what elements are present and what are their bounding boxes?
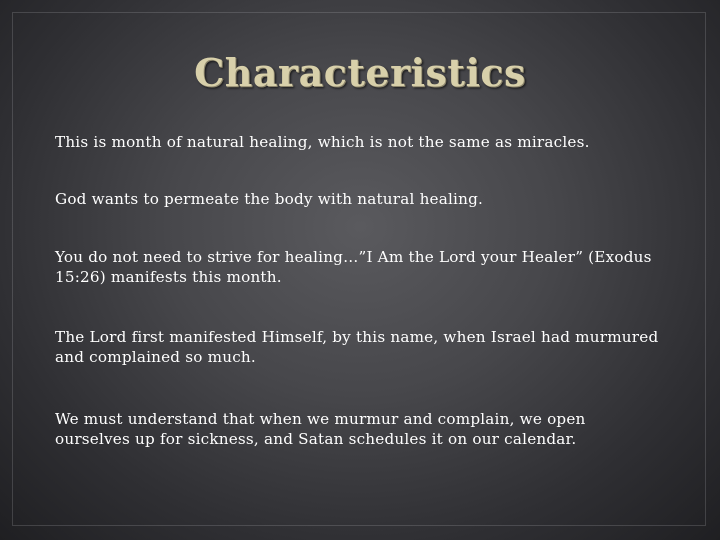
paragraph-israel-murmured: The Lord first manifested Himself, by this name, when Israel had murmured and complained so much. — [55, 328, 659, 366]
slide-title: Characteristics — [194, 50, 526, 95]
paragraph-permeate-body: God wants to permeate the body with natural healing. — [55, 190, 484, 208]
paragraph-lord-healer: You do not need to strive for healing…”I Am the Lord your Healer” (Exodus 15:26) manifests this month. — [55, 248, 652, 286]
paragraph-natural-healing: This is month of natural healing, which is not the same as miracles. — [55, 133, 590, 151]
paragraph-murmur-complain: We must understand that when we murmur and complain, we open ourselves up for sickness, and Satan schedules it on our calendar. — [55, 410, 586, 448]
